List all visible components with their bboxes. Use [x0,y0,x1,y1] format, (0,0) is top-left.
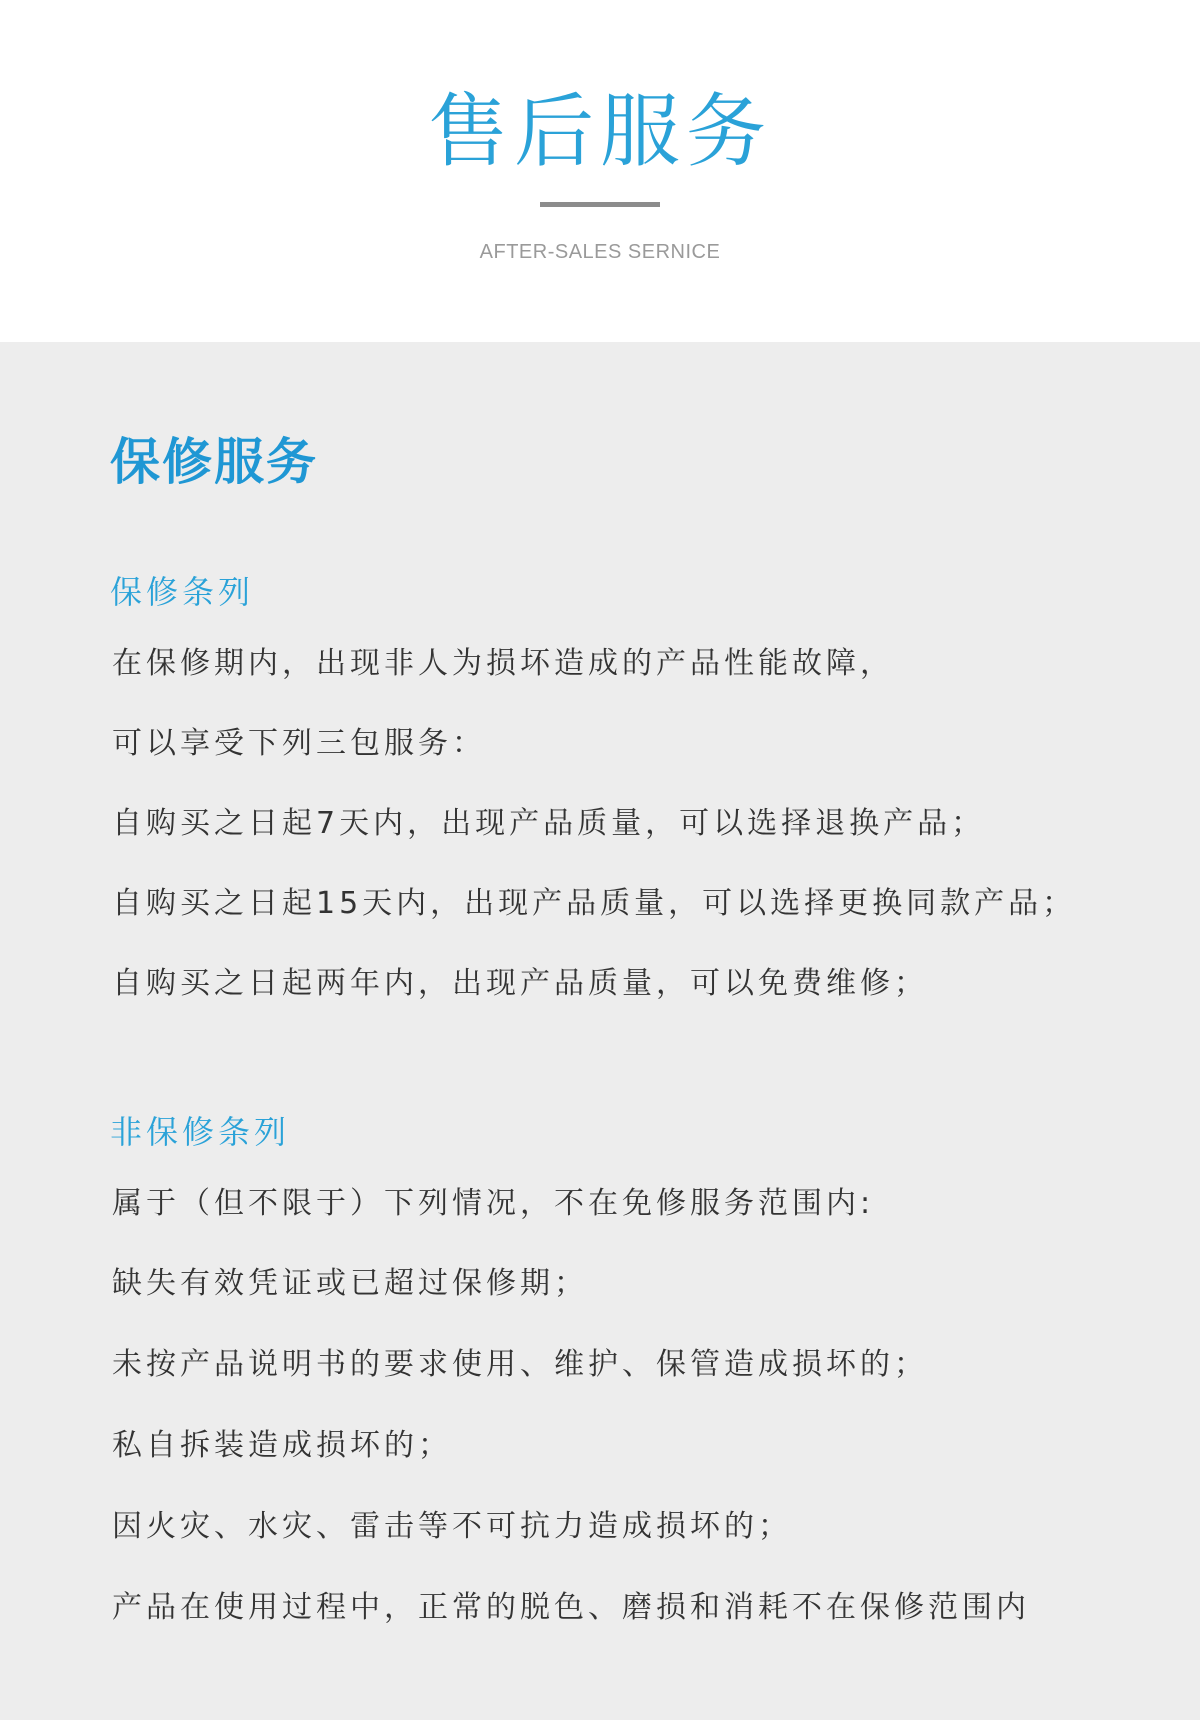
page-title: 售后服务 [428,85,772,178]
warranty-service-section [0,342,1200,1720]
warranty-terms-heading: 保修条列 [110,573,255,611]
page-header [0,0,1200,342]
section-heading: 保修服务 [110,433,318,491]
warranty-line: 自购买之日起15天内，出现产品质量，可以选择更换同款产品； [112,886,1077,921]
non-warranty-line: 属于（但不限于）下列情况，不在免修服务范围内: [112,1186,875,1221]
non-warranty-line: 因火灾、水灾、雷击等不可抗力造成损坏的； [112,1509,792,1544]
non-warranty-terms-heading: 非保修条列 [110,1113,291,1151]
warranty-line: 自购买之日起两年内，出现产品质量，可以免费维修； [112,966,928,1001]
page-subtitle: AFTER-SALES SERNICE [479,241,721,263]
title-divider [540,202,660,207]
warranty-line: 可以享受下列三包服务： [112,726,486,761]
warranty-line: 在保修期内，出现非人为损坏造成的产品性能故障， [112,646,894,681]
non-warranty-line: 缺失有效凭证或已超过保修期； [112,1266,588,1301]
non-warranty-line: 未按产品说明书的要求使用、维护、保管造成损坏的； [112,1347,928,1382]
warranty-line: 自购买之日起7天内，出现产品质量，可以选择退换产品； [112,806,986,841]
non-warranty-line: 私自拆装造成损坏的； [112,1428,452,1463]
non-warranty-line: 产品在使用过程中，正常的脱色、磨损和消耗不在保修范围内 [112,1590,1030,1625]
